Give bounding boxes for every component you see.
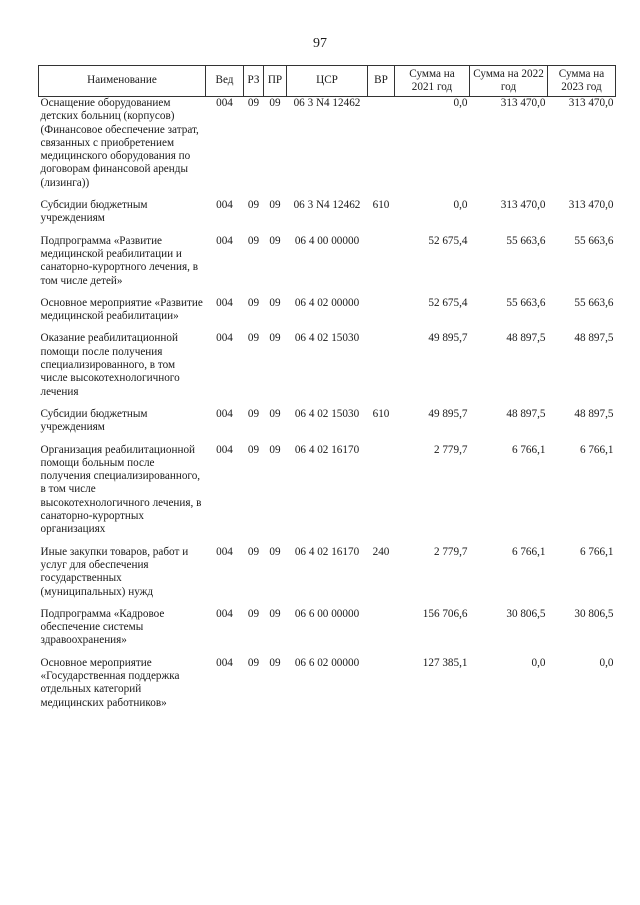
header-rz: РЗ xyxy=(244,66,264,97)
row-sum-2021: 52 675,4 xyxy=(428,296,468,309)
row-vr xyxy=(368,235,395,297)
row-pr: 09 xyxy=(269,545,281,558)
row-rz: 09 xyxy=(247,607,260,620)
table-row xyxy=(39,608,616,657)
row-rz: 09 xyxy=(247,443,260,456)
row-name: Основное мероприятие «Государственная поддержка отдельных категорий медицинских работников» xyxy=(40,656,180,709)
row-rz: 09 xyxy=(247,234,260,247)
table-row xyxy=(39,444,616,546)
header-sum-2022: Сумма на 2022 год xyxy=(470,66,548,97)
row-sum-2021: 127 385,1 xyxy=(422,656,468,669)
row-rz: 09 xyxy=(247,656,260,669)
budget-table xyxy=(38,65,616,719)
row-name: Иные закупки товаров, работ и услуг для обеспечения государственных (муниципальных) нужд xyxy=(40,545,189,598)
row-sum-2022: 313 470,0 xyxy=(500,199,546,212)
row-sum-2023: 30 806,5 xyxy=(574,607,614,620)
row-vr xyxy=(368,608,395,657)
row-csr: 06 4 00 00000 xyxy=(294,234,360,247)
row-csr: 06 3 N4 12462 xyxy=(293,97,361,109)
row-sum-2022: 6 766,1 xyxy=(511,545,546,558)
row-vr: 610 xyxy=(372,407,390,420)
header-name: Наименование xyxy=(39,66,206,97)
row-rz: 09 xyxy=(247,407,260,420)
table-row xyxy=(39,199,616,235)
row-sum-2023: 48 897,5 xyxy=(574,407,614,420)
row-vr: 610 xyxy=(372,199,390,212)
row-rz: 09 xyxy=(247,332,260,345)
row-csr: 06 3 N4 12462 xyxy=(293,199,361,212)
row-name: Субсидии бюджетным учреждениям xyxy=(40,407,148,434)
row-csr: 06 4 02 15030 xyxy=(294,332,360,345)
row-csr: 06 4 02 15030 xyxy=(294,407,360,420)
row-vr: 240 xyxy=(372,545,390,558)
table-row xyxy=(39,235,616,297)
row-sum-2023: 55 663,6 xyxy=(574,296,614,309)
row-sum-2022: 6 766,1 xyxy=(511,443,546,456)
row-rz: 09 xyxy=(247,545,260,558)
row-sum-2022: 48 897,5 xyxy=(506,407,546,420)
row-csr: 06 4 02 00000 xyxy=(294,296,360,309)
row-sum-2022: 55 663,6 xyxy=(506,234,546,247)
table-body xyxy=(39,97,616,719)
row-rz: 09 xyxy=(247,199,260,212)
row-pr: 09 xyxy=(269,332,281,345)
row-sum-2022: 30 806,5 xyxy=(506,607,546,620)
row-sum-2021: 52 675,4 xyxy=(428,234,468,247)
row-ved: 004 xyxy=(216,97,233,109)
row-sum-2021: 49 895,7 xyxy=(428,407,468,420)
row-sum-2021: 2 779,7 xyxy=(433,443,468,456)
row-name: Организация реабилитационной помощи больным после получения специализированного, в том числе высокотехнологичного лечения, в санаторно-курортных организациях xyxy=(40,443,202,536)
row-sum-2021: 49 895,7 xyxy=(428,332,468,345)
row-pr: 09 xyxy=(269,234,281,247)
row-sum-2022: 48 897,5 xyxy=(506,332,546,345)
row-csr: 06 6 02 00000 xyxy=(294,656,360,669)
row-sum-2023: 6 766,1 xyxy=(579,545,614,558)
header-sum-2021: Сумма на 2021 год xyxy=(395,66,470,97)
row-sum-2022: 55 663,6 xyxy=(506,296,546,309)
table-header-row xyxy=(39,66,616,97)
header-csr: ЦСР xyxy=(287,66,368,97)
row-name: Оказание реабилитационной помощи после получения специализированного, в том числе высокотехнологичного лечения xyxy=(40,332,180,398)
row-vr xyxy=(368,97,395,200)
row-pr: 09 xyxy=(269,407,281,420)
row-vr xyxy=(368,297,395,333)
row-rz: 09 xyxy=(247,296,260,309)
row-ved: 004 xyxy=(216,407,233,420)
row-sum-2023: 0,0 xyxy=(599,656,614,669)
row-sum-2022: 0,0 xyxy=(531,656,546,669)
row-csr: 06 4 02 16170 xyxy=(294,443,360,456)
row-ved: 004 xyxy=(216,443,233,456)
table-row xyxy=(39,97,616,200)
row-ved: 004 xyxy=(216,607,233,620)
row-sum-2023: 48 897,5 xyxy=(574,332,614,345)
row-ved: 004 xyxy=(216,656,233,669)
row-sum-2023: 55 663,6 xyxy=(574,234,614,247)
header-pr: ПР xyxy=(264,66,287,97)
header-sum-2023: Сумма на 2023 год xyxy=(548,66,616,97)
row-ved: 004 xyxy=(216,234,233,247)
row-name: Субсидии бюджетным учреждениям xyxy=(40,199,148,225)
table-row xyxy=(39,297,616,333)
row-vr xyxy=(368,657,395,719)
page-number: 97 xyxy=(313,36,327,51)
row-pr: 09 xyxy=(269,607,281,620)
row-name: Подпрограмма «Кадровое обеспечение системы здравоохранения» xyxy=(40,607,165,647)
row-pr: 09 xyxy=(269,443,281,456)
row-pr: 09 xyxy=(269,97,281,109)
row-vr xyxy=(368,332,395,407)
row-sum-2021: 2 779,7 xyxy=(433,545,468,558)
row-pr: 09 xyxy=(269,656,281,669)
table-row xyxy=(39,657,616,719)
row-sum-2023: 313 470,0 xyxy=(568,199,614,212)
row-rz: 09 xyxy=(247,97,260,109)
row-pr: 09 xyxy=(269,199,281,212)
row-ved: 004 xyxy=(216,296,233,309)
row-sum-2023: 6 766,1 xyxy=(579,443,614,456)
row-ved: 004 xyxy=(216,545,233,558)
row-ved: 004 xyxy=(216,332,233,345)
row-vr xyxy=(368,444,395,546)
header-ved: Вед xyxy=(206,66,244,97)
table-row xyxy=(39,408,616,444)
row-sum-2021: 0,0 xyxy=(453,97,468,109)
row-name: Оснащение оборудованием детских больниц (корпусов) (Финансовое обеспечение затрат, связанных с приобретением медицинского оборудования по договорам финансовой аренды (лизинга)) xyxy=(40,97,199,189)
row-sum-2021: 0,0 xyxy=(453,199,468,212)
row-sum-2021: 156 706,6 xyxy=(422,607,468,620)
header-vr: ВР xyxy=(368,66,395,97)
table-row xyxy=(39,332,616,407)
row-name: Подпрограмма «Развитие медицинской реабилитации и санаторно-курортного лечения, в том числе детей» xyxy=(40,234,198,287)
row-csr: 06 4 02 16170 xyxy=(294,545,360,558)
row-sum-2022: 313 470,0 xyxy=(500,97,546,109)
row-name: Основное мероприятие «Развитие медицинской реабилитации» xyxy=(40,296,203,323)
table-row xyxy=(39,546,616,608)
row-csr: 06 6 00 00000 xyxy=(294,607,360,620)
row-ved: 004 xyxy=(216,199,233,212)
row-pr: 09 xyxy=(269,296,281,309)
row-sum-2023: 313 470,0 xyxy=(568,97,614,109)
